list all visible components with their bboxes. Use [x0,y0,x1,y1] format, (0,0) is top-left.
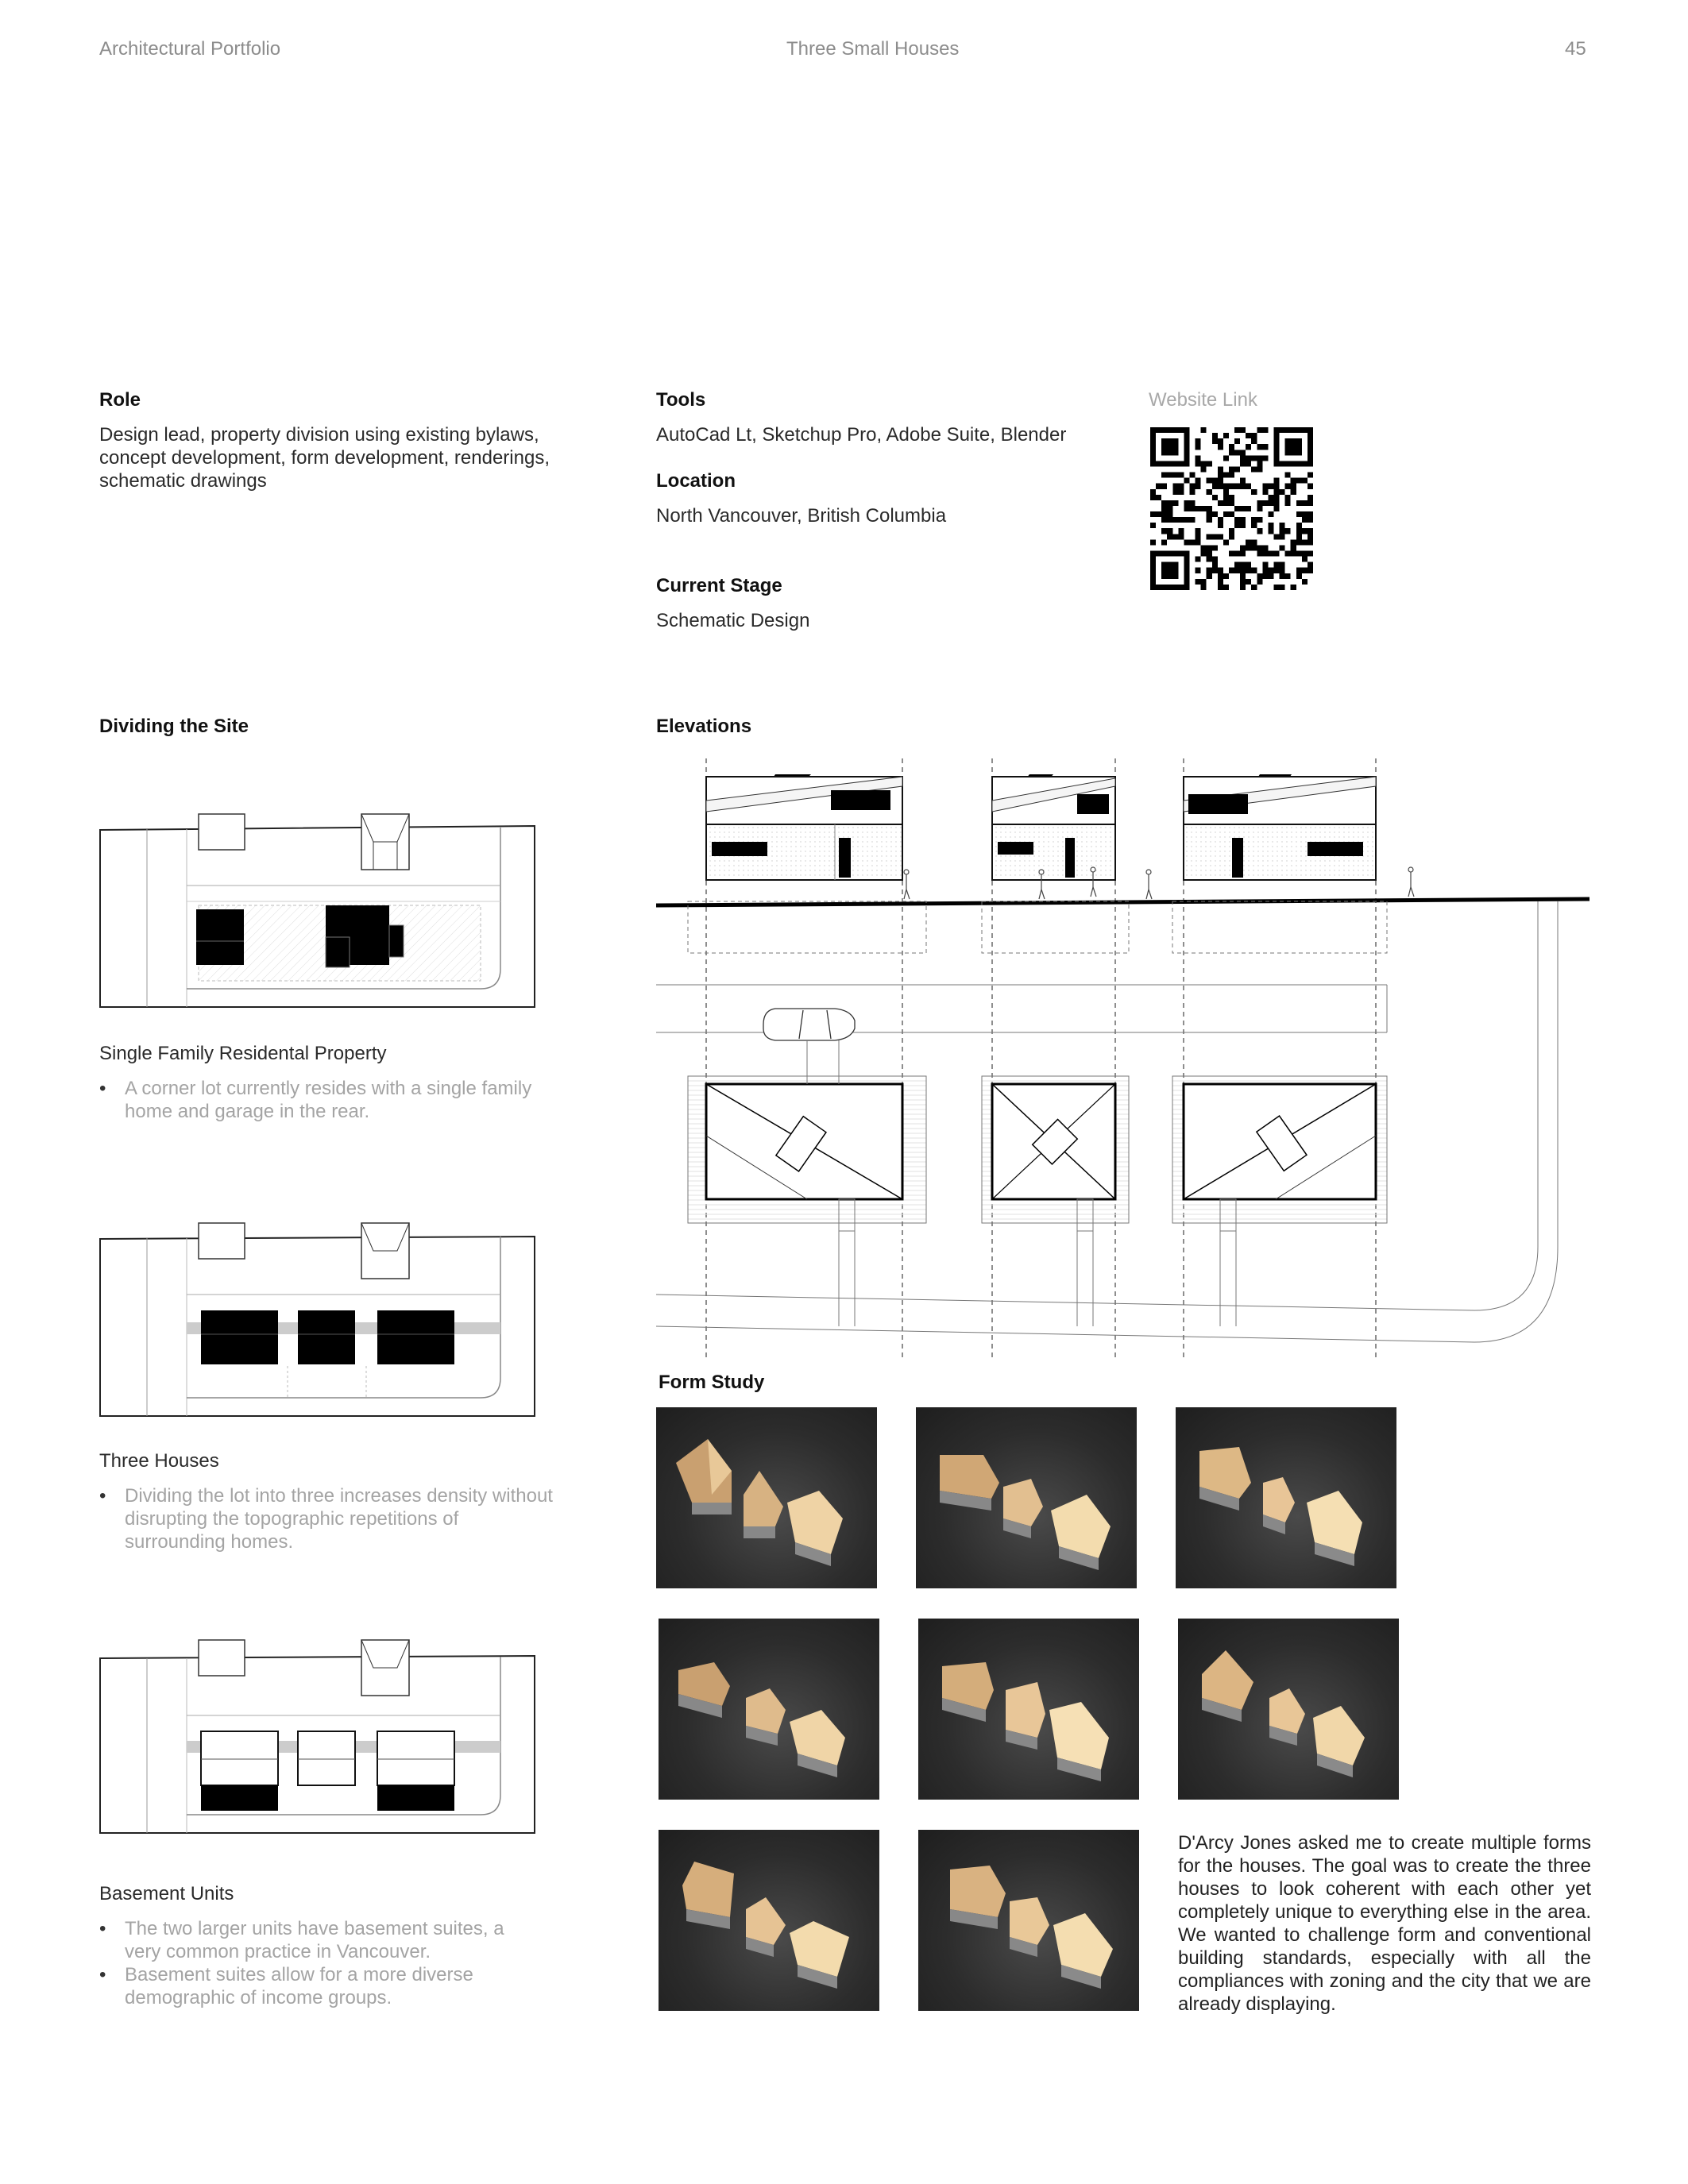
form-study-title: Form Study [659,1372,765,1393]
dividing-site-title: Dividing the Site [99,716,249,737]
bullet: • Basement suites allow for a more diverse demographic of income groups. [125,1963,544,2009]
step-caption: Three Houses [99,1450,219,1472]
step-caption: Basement Units [99,1883,234,1904]
form-study-render [918,1619,1139,1800]
location-label: Location [656,470,736,492]
location-text: North Vancouver, British Columbia [656,505,947,527]
role-label: Role [99,389,141,411]
bullet: • The two larger units have basement suites, a very common practice in Vancouver. [125,1917,544,1963]
website-qr-code[interactable] [1150,427,1313,590]
form-study-render [916,1407,1137,1588]
form-study-description: D'Arcy Jones asked me to create multiple forms for the houses. The goal was to create the three houses to look coherent with each other yet completely unique to everything else in the area. We wanted to challenge form and conventional building standards, especially with all the compliances with zoning and the city that we are already displaying. [1178,1832,1591,2015]
stage-text: Schematic Design [656,610,810,631]
form-study-render [1178,1619,1399,1800]
step-bullets [99,1484,560,1553]
form-study-render [656,1407,877,1588]
site-plan-three-houses [99,1219,536,1422]
site-plan-existing [99,810,536,1013]
bullet: • A corner lot currently resides with a single family home and garage in the rear. [125,1077,544,1123]
elevations-title: Elevations [656,716,752,737]
tools-label: Tools [656,389,706,411]
form-study-render [659,1619,879,1800]
elevation-plan-drawing [656,754,1590,1366]
step-caption: Single Family Residental Property [99,1043,387,1064]
bullet: • Dividing the lot into three increases density without disrupting the topographic repetitions of surrounding homes. [125,1484,560,1553]
page-number: 45 [1565,38,1586,60]
form-study-render [659,1830,879,2011]
role-text: Design lead, property division using existing bylaws, concept development, form development, renderings, schematic drawings [99,424,550,492]
step-bullets [99,1077,544,1123]
portfolio-title: Architectural Portfolio [99,38,281,60]
step-bullets [99,1917,544,2009]
tools-text: AutoCad Lt, Sketchup Pro, Adobe Suite, Blender [656,424,1067,446]
form-study-render [918,1830,1139,2011]
form-study-render [1176,1407,1396,1588]
website-link-label: Website Link [1149,389,1257,411]
site-plan-basement-units [99,1636,536,1839]
stage-label: Current Stage [656,575,782,596]
project-title: Three Small Houses [786,38,960,60]
